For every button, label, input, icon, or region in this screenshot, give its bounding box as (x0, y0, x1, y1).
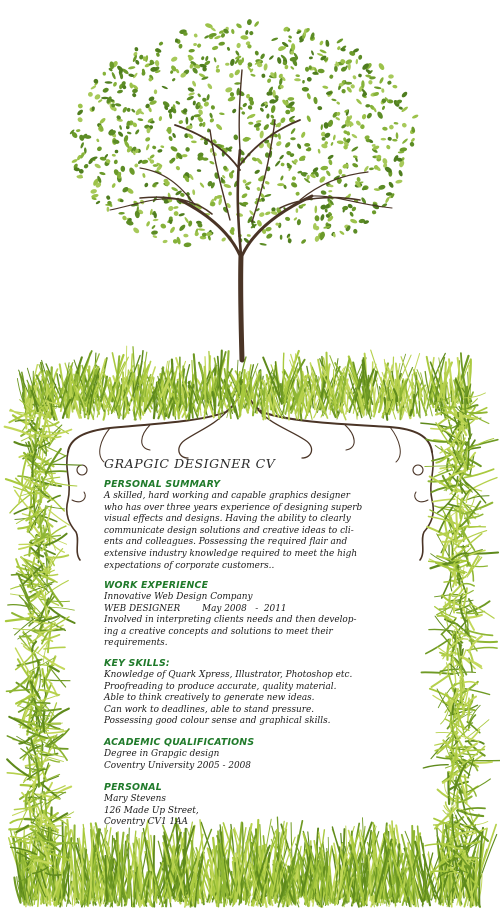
job-period: May 2008 - 2011 (202, 603, 287, 614)
work-line: requirements. (104, 638, 168, 649)
work-line: Involved in interpreting clients needs and then develop- (104, 615, 357, 626)
summary-line: visual effects and designs. Having the ability to clearly (104, 514, 351, 525)
personal-heading: PERSONAL (104, 782, 162, 793)
summary-line: communicate design solutions and creative ideas to cli- (104, 525, 354, 536)
academic-heading: ACADEMIC QUALIFICATIONS (104, 737, 255, 748)
key-skills-heading: KEY SKILLS: (104, 658, 170, 669)
summary-line: A skilled, hard working and capable graphics designer (104, 491, 350, 501)
personal-summary-heading: PERSONAL SUMMARY (104, 479, 221, 490)
academic-line: Degree in Grapgic design (104, 749, 220, 759)
personal-section (104, 782, 424, 829)
skill-line: Knowledge of Quark Xpress, Illustrator, Photoshop etc. (104, 670, 353, 680)
skill-line: Possessing good colour sense and graphical skills. (104, 716, 331, 727)
summary-line: who has over three years experience of designing superb (104, 502, 363, 513)
academic-line: Coventry University 2005 - 2008 (104, 760, 251, 771)
tree-canopy (69, 19, 419, 248)
company-name: Innovative Web Design Company (104, 592, 253, 602)
cv-title: GRAPGIC DESIGNER CV (104, 456, 276, 471)
work-experience-heading: WORK EXPERIENCE (104, 580, 209, 591)
role-row (104, 604, 424, 616)
academic-section (104, 737, 424, 772)
personal-line: Mary Stevens (104, 794, 166, 804)
summary-line: ents and colleagues. Possessing the required flair and (104, 537, 348, 548)
job-role: WEB DESIGNER (104, 603, 181, 614)
personal-line: 126 Made Up Street, (104, 805, 199, 816)
skill-line: Proofreading to produce accurate, quality material. (104, 681, 337, 692)
tree-trunk (110, 70, 392, 360)
skill-line: Able to think creatively to generate new ideas. (104, 693, 315, 704)
personal-summary-section (104, 479, 424, 572)
summary-line: extensive industry knowledge required to meet the high (104, 548, 358, 559)
personal-line: Coventry CV1 1AA (104, 817, 188, 828)
key-skills-section (104, 658, 424, 728)
work-experience-section (104, 580, 424, 650)
work-line: ing a creative concepts and solutions to meet their (104, 626, 333, 637)
skill-line: Can work to deadlines, able to stand pressure. (104, 704, 315, 715)
summary-line: expectations of corporate customers.. (104, 560, 275, 571)
